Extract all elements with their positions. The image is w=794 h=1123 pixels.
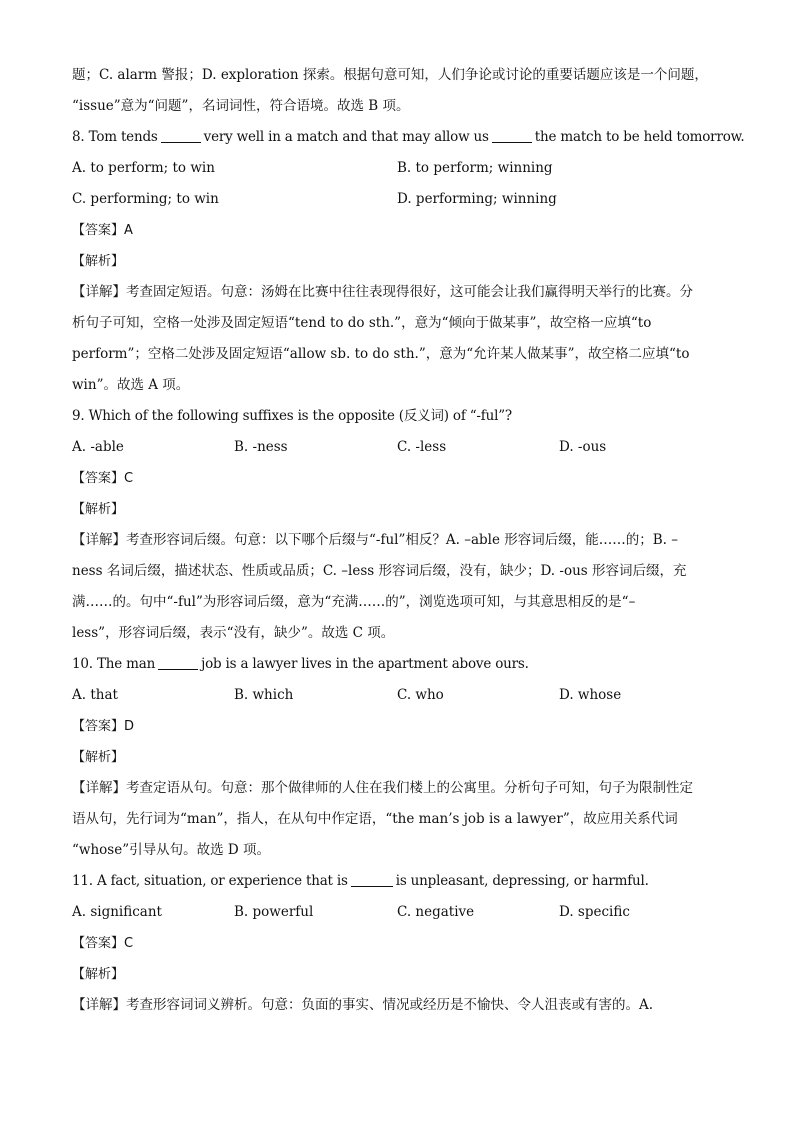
q8-option-c: C. performing; to win xyxy=(72,191,219,207)
q10-stem-part: job is a lawyer lives in the apartment above ours. xyxy=(201,656,529,672)
document-page xyxy=(72,60,745,1021)
q8-blank-1 xyxy=(161,128,201,143)
q10-blank xyxy=(158,655,198,670)
q11-stem xyxy=(72,866,722,897)
q9-analysis-label: 【解析】 xyxy=(72,502,125,517)
q11-option-c: C. negative xyxy=(397,904,475,920)
q10-options-row xyxy=(72,680,722,711)
q9-detail-line: 【详解】考查形容词后缀。句意：以下哪个后缀与“-ful”相反？A. –able 形容词后缀，能……的；B. – xyxy=(72,532,678,548)
q10-stem-part: 10. The man xyxy=(72,656,156,672)
q9-answer: 【答案】C xyxy=(72,471,134,486)
q9-option-d: D. -ous xyxy=(559,439,607,455)
q9-detail-line: ness 名词后缀，描述状态、性质或品质；C. –less 形容词后缀，没有，缺少；D. -ous 形容词后缀，充 xyxy=(72,563,687,579)
q9-detail-line: 满……的。句中“-ful”为形容词后缀，意为“充满……的”，浏览选项可知，与其意思相反的是“– xyxy=(72,594,636,610)
q9-option-c: C. -less xyxy=(397,439,447,455)
q7-explanation-line: 题；C. alarm 警报；D. exploration 探索。根据句意可知，人们争论或讨论的重要话题应该是一个问题， xyxy=(72,67,708,83)
q8-option-d: D. performing; winning xyxy=(397,191,557,207)
q8-stem xyxy=(72,122,745,153)
q10-answer: 【答案】D xyxy=(72,719,135,734)
q8-analysis-label: 【解析】 xyxy=(72,254,125,269)
q11-option-a: A. significant xyxy=(72,904,162,920)
q8-stem-part: the match to be held tomorrow. xyxy=(534,129,745,145)
q11-stem-part: 11. A fact, situation, or experience that is xyxy=(72,873,348,889)
q8-stem-part: 8. Tom tends xyxy=(72,129,158,145)
q11-detail-line: 【详解】考查形容词词义辨析。句意：负面的事实、情况或经历是不愉快、令人沮丧或有害的。A. xyxy=(72,997,654,1013)
q10-analysis-label: 【解析】 xyxy=(72,750,125,765)
q10-option-a: A. that xyxy=(72,687,118,703)
q10-option-b: B. which xyxy=(234,687,294,703)
q8-options-row-1 xyxy=(72,153,722,184)
q9-option-a: A. -able xyxy=(72,439,124,455)
q8-detail-line: win”。故选 A 项。 xyxy=(72,377,190,393)
q9-detail-line: less”，形容词后缀，表示“没有，缺少”。故选 C 项。 xyxy=(72,625,395,641)
q8-answer: 【答案】A xyxy=(72,223,133,238)
q9-options-row xyxy=(72,432,722,463)
q8-detail-line: perform”；空格二处涉及固定短语“allow sb. to do sth.”，意为“允许某人做某事”，故空格二应填“to xyxy=(72,346,690,362)
q7-explanation-line: “issue”意为“问题”，名词词性，符合语境。故选 B 项。 xyxy=(72,98,410,114)
q8-stem-part: very well in a match and that may allow us xyxy=(203,129,489,145)
q8-option-b: B. to perform; winning xyxy=(397,160,553,176)
q8-detail-line: 【详解】考查固定短语。句意：汤姆在比赛中往往表现得很好，这可能会让我们赢得明天举行的比赛。分 xyxy=(72,284,693,300)
q11-blank xyxy=(351,872,393,887)
q10-detail-line: “whose”引导从句。故选 D 项。 xyxy=(72,842,271,858)
q9-stem: 9. Which of the following suffixes is the opposite (反义词) of “-ful”? xyxy=(72,408,512,424)
q11-analysis-label: 【解析】 xyxy=(72,967,125,982)
q11-stem-part: is unpleasant, depressing, or harmful. xyxy=(395,873,649,889)
q10-detail-line: 语从句，先行词为“man”，指人，在从句中作定语，“the man’s job is a lawyer”，故应用关系代词 xyxy=(72,811,678,827)
q10-detail-line: 【详解】考查定语从句。句意：那个做律师的人住在我们楼上的公寓里。分析句子可知，句子为限制性定 xyxy=(72,780,693,796)
q10-option-c: C. who xyxy=(397,687,444,703)
q8-option-a: A. to perform; to win xyxy=(72,160,215,176)
q9-option-b: B. -ness xyxy=(234,439,288,455)
q11-option-d: D. specific xyxy=(559,904,630,920)
q11-answer: 【答案】C xyxy=(72,936,134,951)
q11-option-b: B. powerful xyxy=(234,904,314,920)
q10-stem xyxy=(72,649,722,680)
q10-option-d: D. whose xyxy=(559,687,622,703)
q8-blank-2 xyxy=(492,128,532,143)
q8-detail-line: 析句子可知，空格一处涉及固定短语“tend to do sth.”，意为“倾向于做某事”，故空格一应填“to xyxy=(72,315,652,331)
q8-options-row-2 xyxy=(72,184,722,215)
q11-options-row xyxy=(72,897,722,928)
